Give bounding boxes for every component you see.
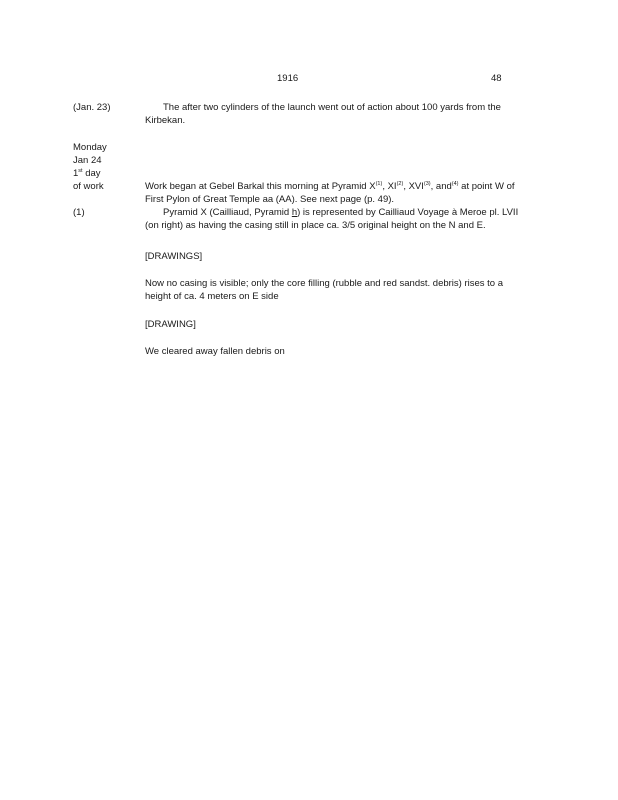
margin-weekday: Monday	[73, 142, 107, 153]
day-ordinal-suffix: st	[78, 168, 83, 174]
margin-note-1: (1)	[73, 207, 85, 218]
header-year: 1916	[277, 73, 299, 84]
margin-day-count	[73, 167, 101, 180]
footnote-ref-2: (2)	[396, 181, 404, 187]
casing-paragraph	[145, 277, 545, 303]
cleared-line: We cleared away fallen debris on	[145, 346, 285, 357]
work-text-c: , XVI	[403, 181, 424, 192]
margin-date-jan24: Jan 24	[73, 155, 102, 166]
page-number: 48	[491, 73, 502, 84]
drawing-label: [DRAWING]	[145, 319, 196, 330]
day-number: 1	[73, 168, 79, 179]
work-paragraph	[145, 180, 545, 232]
casing-line-1: Now no casing is visible; only the core filling (rubble and red sandst. debris) rises to a	[145, 278, 504, 289]
footnote-ref-1: (1)	[375, 181, 383, 187]
work-text-e: at point W of	[458, 181, 515, 192]
work-line-2: First Pylon of Great Temple aa (AA). See next page (p. 49).	[145, 194, 395, 205]
footnote-ref-3: (3)	[423, 181, 431, 187]
margin-of-work: of work	[73, 181, 104, 192]
drawings-placeholder	[145, 250, 545, 263]
footnote-ref-4: (4)	[451, 181, 459, 187]
work-line-1	[145, 180, 545, 193]
pyramid-letter-h: h	[291, 207, 298, 218]
drawings-label: [DRAWINGS]	[145, 251, 203, 262]
work-text-d: , and	[430, 181, 452, 192]
pyramid-text-b: ) is represented by Cailliaud Voyage à Meroe pl. LVII	[297, 207, 519, 218]
day-word: day	[85, 168, 101, 179]
work-text-a: Work began at Gebel Barkal this morning at Pyramid X	[145, 181, 376, 192]
pyramid-line-1	[145, 206, 545, 219]
work-text-b: , XI	[382, 181, 397, 192]
launch-paragraph	[145, 101, 545, 127]
pyramid-line-2: (on right) as having the casing still in place ca. 3/5 original height on the N and E.	[145, 220, 486, 231]
pyramid-text-a: Pyramid X (Cailliaud, Pyramid	[163, 207, 292, 218]
margin-date-jan23: (Jan. 23)	[73, 102, 111, 113]
cleared-paragraph	[145, 345, 545, 358]
drawing-placeholder	[145, 318, 545, 331]
casing-line-2: height of ca. 4 meters on E side	[145, 291, 279, 302]
launch-line-2: Kirbekan.	[145, 115, 186, 126]
launch-line-1: The after two cylinders of the launch went out of action about 100 yards from the	[163, 102, 501, 113]
